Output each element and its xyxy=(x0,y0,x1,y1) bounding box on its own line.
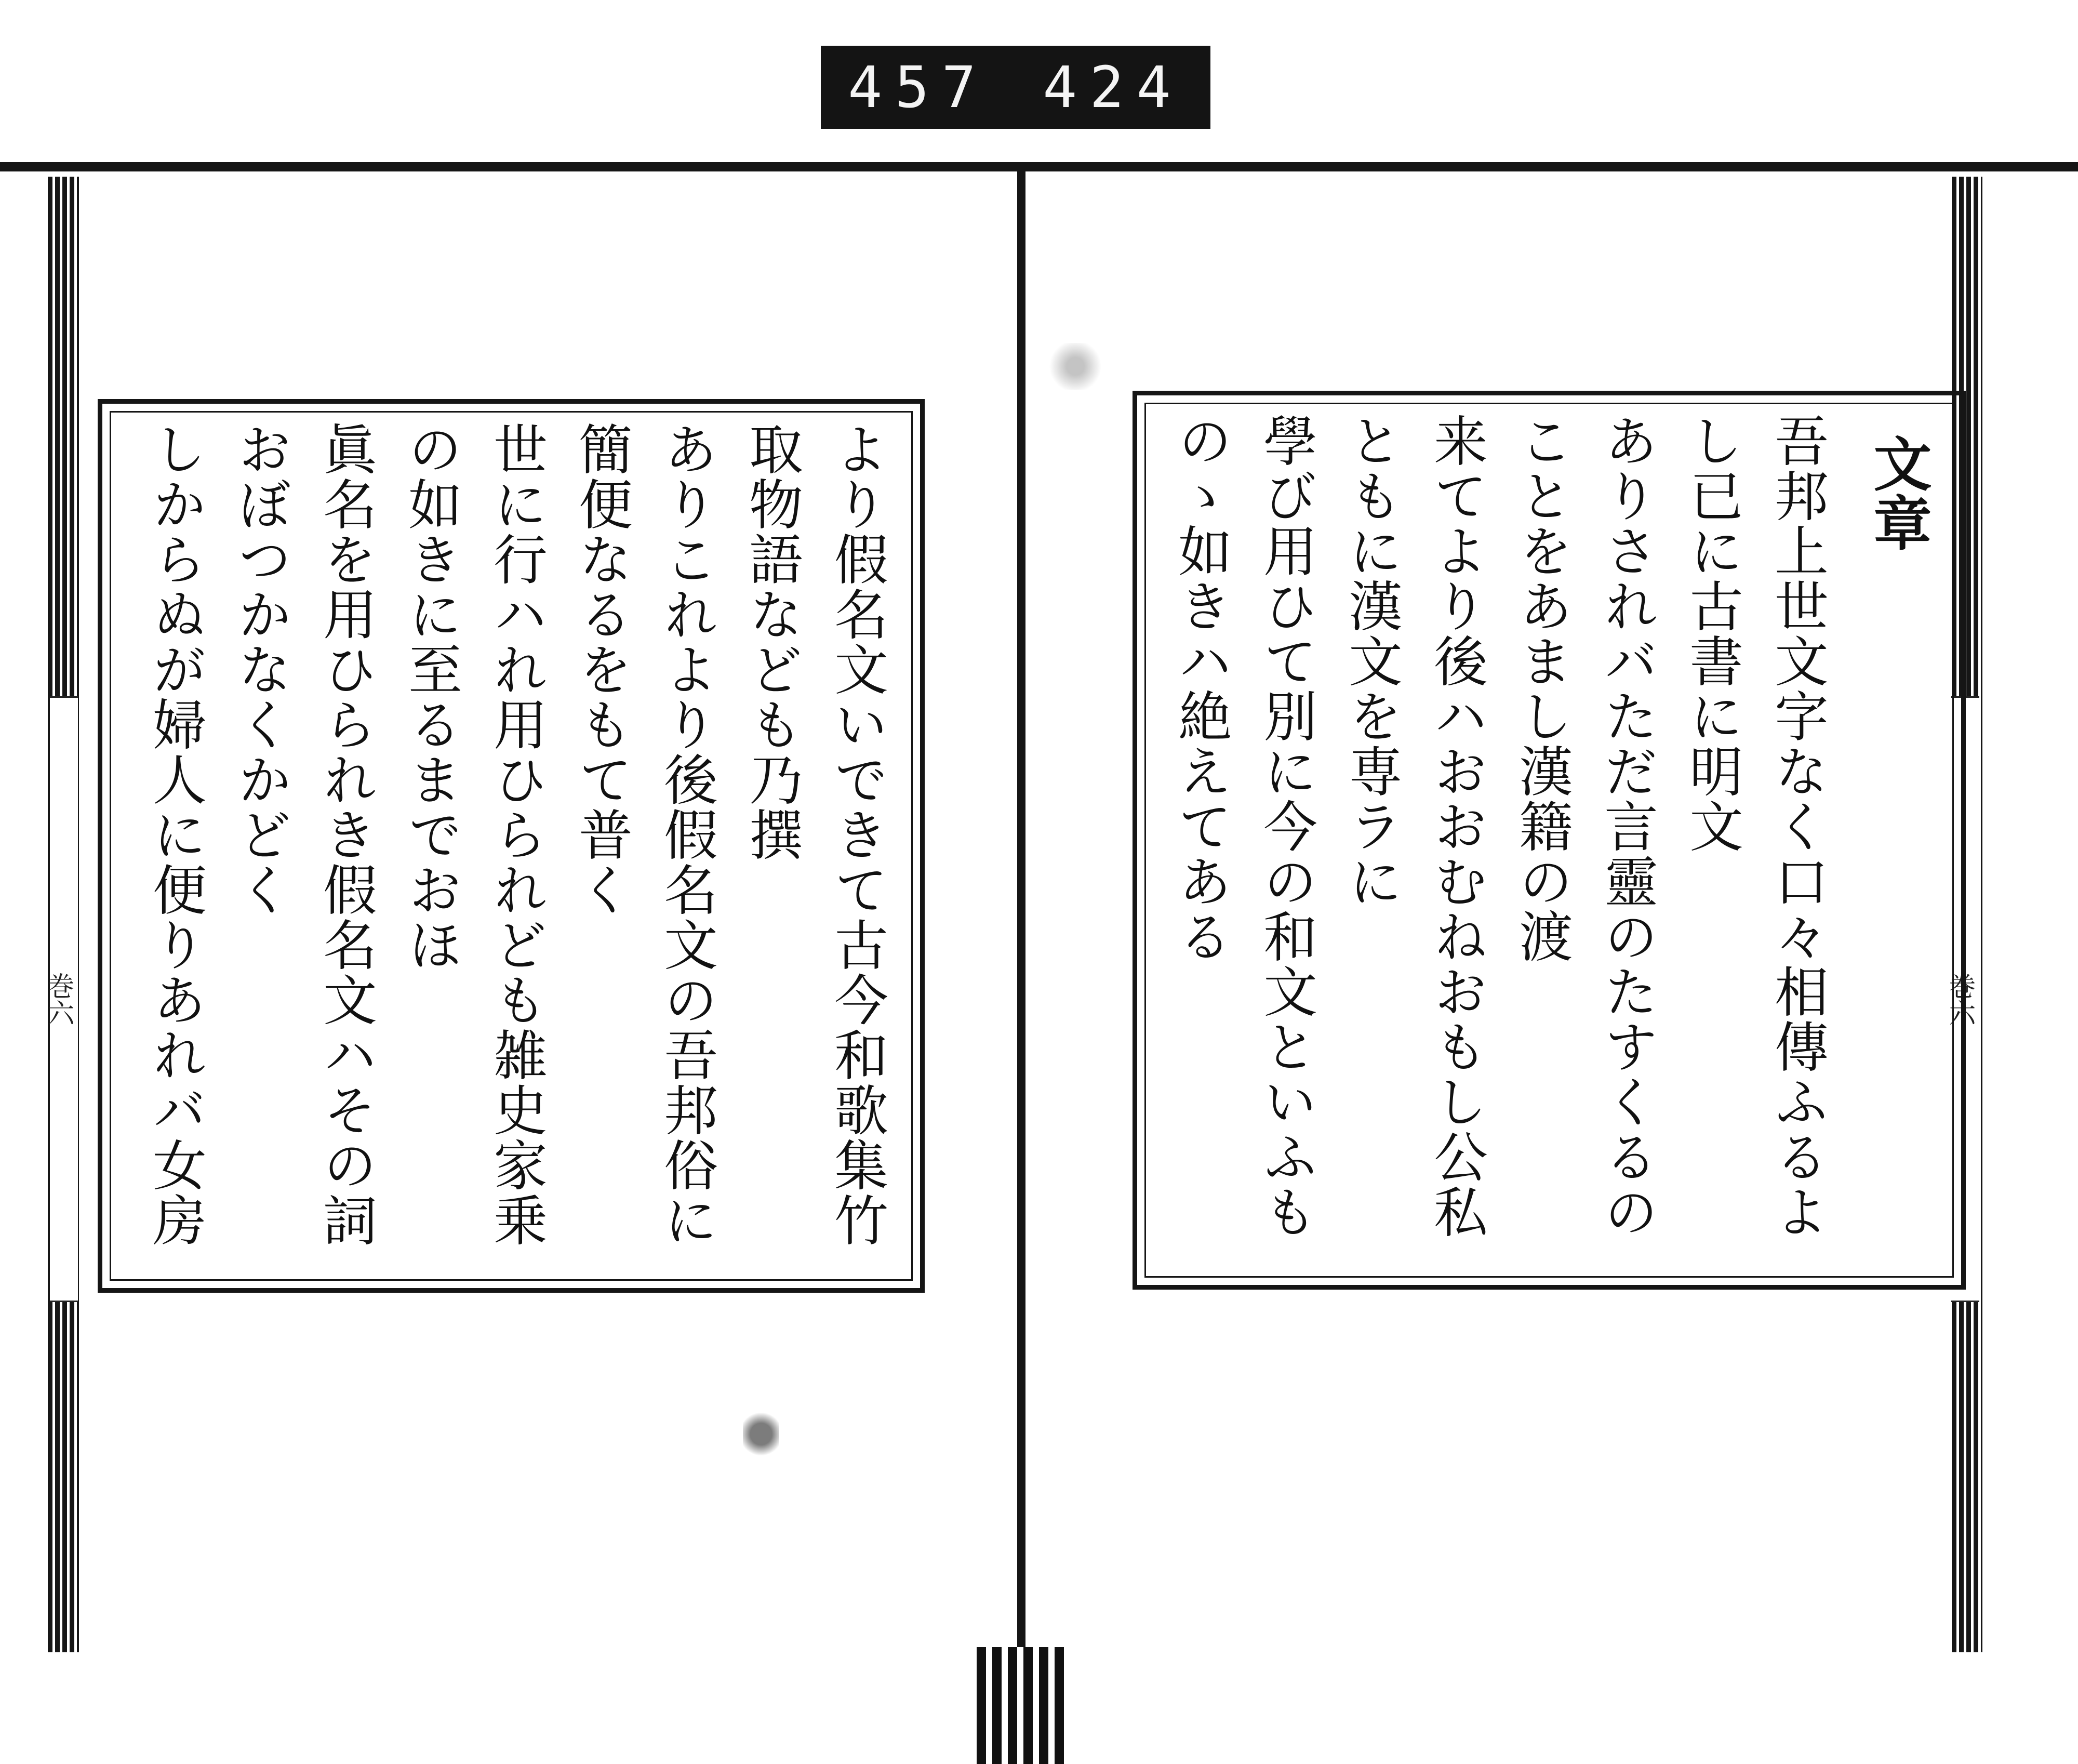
left-page-text xyxy=(123,421,899,1270)
collection-number-label xyxy=(821,46,1210,129)
text-line: ありこれより後假名文の吾邦俗に簡便なるをもて普く xyxy=(569,421,718,1248)
section-title: 文章 xyxy=(1864,434,1932,552)
label-number-left: 457 xyxy=(848,54,989,121)
margin-label-right: 巻六 xyxy=(1951,696,1979,1302)
label-number-right: 424 xyxy=(1043,54,1183,121)
top-rule xyxy=(0,162,2078,171)
text-line: 世に行ハれ用ひられども雑史家乗の如きに至るまでおほ xyxy=(399,421,548,1248)
text-line: ありされバただ言靈のたすくるのことをあまし漢籍の渡 xyxy=(1510,413,1658,1239)
text-line: 来てより後ハおおむねおもし公私ともに漢文を専ラに xyxy=(1339,413,1488,1239)
book-spine xyxy=(1017,165,1025,1651)
text-line: しからぬが婦人に便りあれバ女房 xyxy=(143,421,207,1248)
margin-label-left: 巻六 xyxy=(50,696,78,1302)
text-line: 學び用ひて別に今の和文といふものゝ如きハ絶えてある xyxy=(1169,413,1317,1239)
ink-smudge xyxy=(1039,343,1112,390)
text-line: 眞名を用ひられき假名文ハその詞おぼつかなくかどく xyxy=(229,421,377,1248)
spine-binding xyxy=(977,1647,1065,1764)
text-line: より假名文いできて古今和歌集竹取物語なども乃撰 xyxy=(740,421,888,1248)
right-page-frame xyxy=(1133,391,1966,1290)
ink-smudge xyxy=(743,1403,779,1465)
text-line: 吾邦上世文字なく口々相傳ふるよし已に古書に明文 xyxy=(1680,413,1829,1239)
left-page-frame xyxy=(98,399,925,1293)
right-page-text xyxy=(1158,413,1940,1267)
